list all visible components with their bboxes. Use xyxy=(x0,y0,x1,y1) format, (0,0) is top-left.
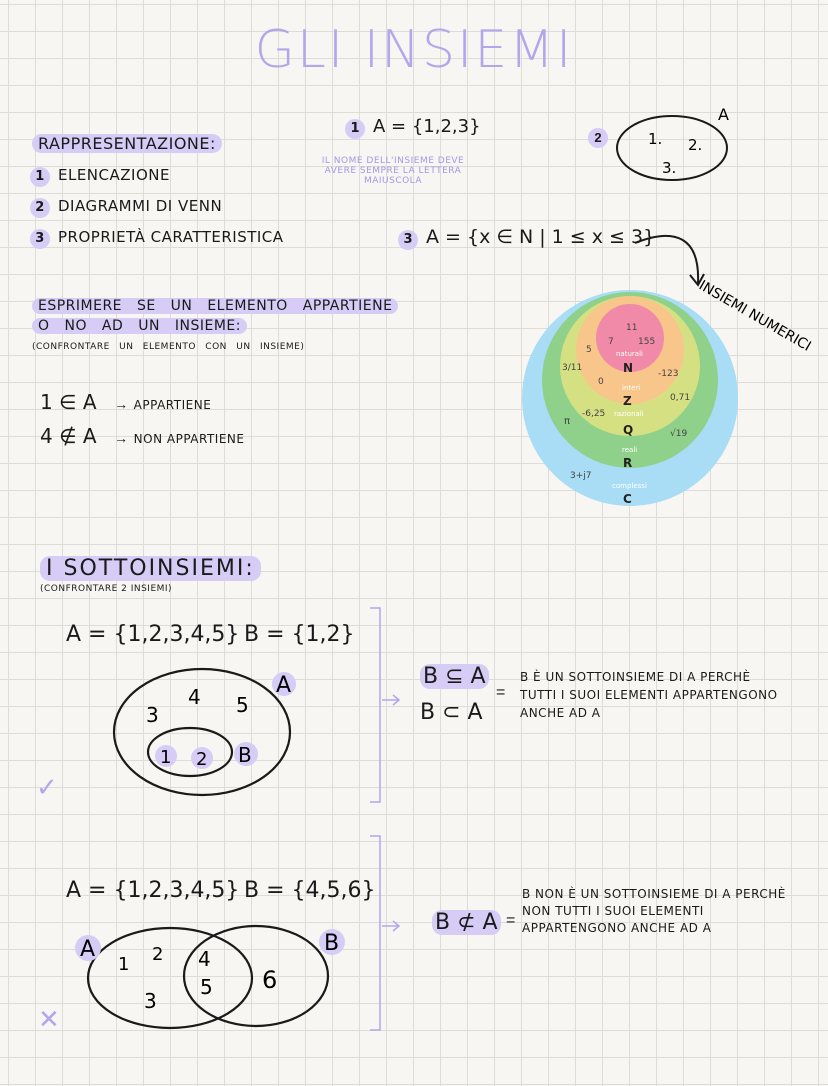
svg-text:5: 5 xyxy=(236,693,249,717)
svg-text:A: A xyxy=(80,937,96,962)
appartenenza-sub: (CONFRONTARE UN ELEMENTO CON UN INSIEME) xyxy=(32,342,305,352)
list-item: 3 PROPRIETÀ CARATTERISTICA xyxy=(30,228,284,249)
svg-text:5: 5 xyxy=(586,345,592,355)
svg-text:3/11: 3/11 xyxy=(562,363,583,373)
svg-text:B: B xyxy=(324,931,340,956)
svg-text:1.: 1. xyxy=(648,130,663,148)
sottoinsiemi-sub: (CONFRONTARE 2 INSIEMI) xyxy=(40,584,173,594)
svg-text:A: A xyxy=(276,673,292,698)
case2-set-b: B = {4,5,6} xyxy=(244,878,376,903)
svg-text:R: R xyxy=(623,456,633,470)
svg-text:2: 2 xyxy=(152,944,164,965)
svg-text:A: A xyxy=(718,105,729,124)
svg-text:4: 4 xyxy=(188,685,201,709)
check-icon: ✓ xyxy=(36,772,58,802)
appartenenza-heading: ESPRIMERE SE UN ELEMENTO APPARTIENE xyxy=(32,298,398,314)
svg-text:naturali: naturali xyxy=(616,350,643,358)
svg-text:3: 3 xyxy=(146,703,159,727)
svg-text:6: 6 xyxy=(262,966,278,994)
rappresentazione-heading: RAPPRESENTAZIONE: xyxy=(32,134,222,153)
svg-text:B: B xyxy=(238,743,252,767)
case2-bracket-arrow xyxy=(368,834,408,1034)
example-venn-number: 2 xyxy=(588,128,616,148)
svg-text:-123: -123 xyxy=(658,369,679,379)
case1-rel-subset: B ⊂ A xyxy=(420,700,483,725)
case2-equals: = xyxy=(506,912,516,929)
appartiene-row: 1 ∈ A → APPARTIENE xyxy=(40,390,212,414)
svg-text:Z: Z xyxy=(623,394,632,408)
case1-explanation: B È UN SOTTOINSIEME DI A PERCHÈ TUTTI I SUOI ELEMENTI APPARTENGONO ANCHE AD A xyxy=(520,670,778,720)
case2-venn-diagram xyxy=(70,920,350,1030)
appartenenza-heading-2: O NO AD UN INSIEME: xyxy=(32,318,247,334)
svg-text:3+j7: 3+j7 xyxy=(570,471,592,481)
case2-set-a: A = {1,2,3,4,5} xyxy=(66,878,240,903)
svg-text:5: 5 xyxy=(200,975,213,999)
svg-text:razionali: razionali xyxy=(614,410,644,418)
svg-text:11: 11 xyxy=(626,323,638,333)
note-maiuscola: IL NOME DELL'INSIEME DEVE AVERE SEMPRE LA LETTERA MAIUSCOLA xyxy=(321,156,465,186)
svg-text:C: C xyxy=(623,492,632,506)
case1-bracket-arrow xyxy=(368,606,408,806)
insiemi-numerici-label xyxy=(690,270,825,470)
svg-text:3.: 3. xyxy=(662,159,677,177)
svg-text:√19: √19 xyxy=(670,429,688,439)
svg-text:3: 3 xyxy=(144,989,157,1013)
cross-icon: ✕ xyxy=(38,1004,60,1034)
svg-text:interi: interi xyxy=(622,384,641,392)
list-item: 1 ELENCAZIONE xyxy=(30,166,170,187)
svg-text:7: 7 xyxy=(608,337,614,347)
non-appartiene-row: 4 ∉ A → NON APPARTIENE xyxy=(40,424,245,448)
case1-venn-diagram xyxy=(108,660,308,810)
svg-text:INSIEMI NUMERICI: INSIEMI NUMERICI xyxy=(696,277,814,355)
sottoinsiemi-heading: I SOTTOINSIEMI: xyxy=(40,556,261,581)
svg-text:-6,25: -6,25 xyxy=(582,409,606,419)
example-proprieta: 3 A = {x ∈ N | 1 ≤ x ≤ 3} xyxy=(398,226,655,250)
example-venn-diagram xyxy=(610,100,740,190)
case1-set-b: B = {1,2} xyxy=(244,622,355,647)
svg-text:Q: Q xyxy=(623,423,634,437)
svg-text:1: 1 xyxy=(118,954,130,975)
svg-text:2: 2 xyxy=(196,749,208,770)
case2-rel-not-subset: B ⊄ A xyxy=(432,910,501,935)
case1-rel-subseteq: B ⊆ A xyxy=(420,664,489,689)
svg-text:complessi: complessi xyxy=(612,482,647,490)
svg-text:155: 155 xyxy=(638,337,656,347)
case2-explanation: B NON È UN SOTTOINSIEME DI A PERCHÈ NON TUTTI I SUOI ELEMENTI APPARTENGONO ANCHE AD A xyxy=(522,887,786,935)
svg-text:1: 1 xyxy=(160,747,172,768)
example-elencazione: 1 A = {1,2,3} xyxy=(345,116,481,139)
svg-text:0: 0 xyxy=(598,377,604,387)
list-item: 2 DIAGRAMMI DI VENN xyxy=(30,197,222,218)
svg-text:N: N xyxy=(623,361,634,375)
page-title: GLI INSIEMI xyxy=(254,20,574,80)
case1-set-a: A = {1,2,3,4,5} xyxy=(66,622,240,647)
case1-equals: = xyxy=(496,684,506,701)
svg-text:0,71: 0,71 xyxy=(670,393,691,403)
svg-text:π: π xyxy=(564,416,571,427)
svg-text:reali: reali xyxy=(622,446,638,454)
svg-text:4: 4 xyxy=(198,947,211,971)
svg-text:2.: 2. xyxy=(688,136,703,154)
